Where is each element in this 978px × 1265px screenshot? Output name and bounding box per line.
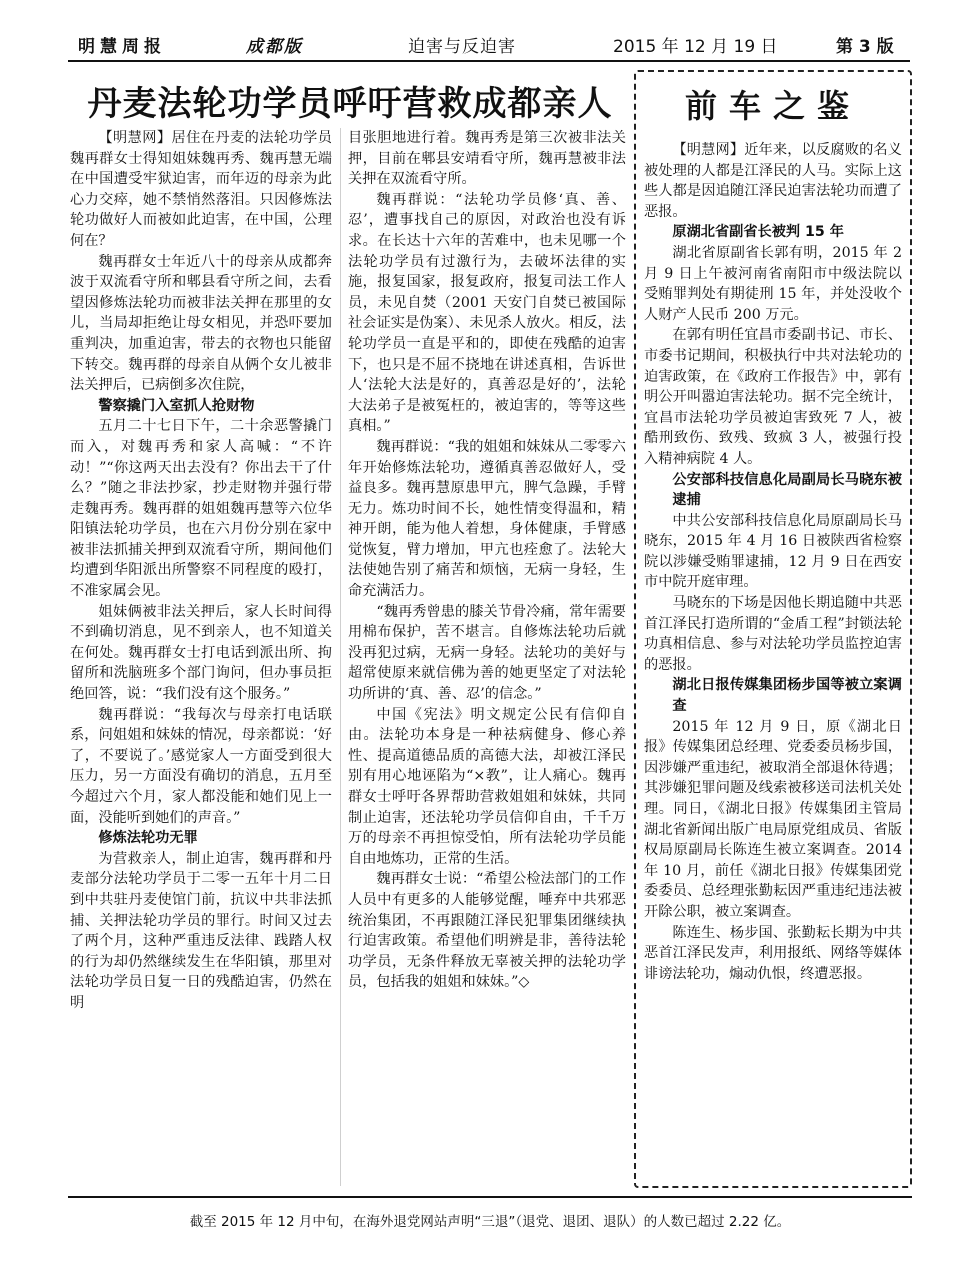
masthead xyxy=(68,26,910,62)
issue-date: 2015 年 12 月 19 日 xyxy=(613,37,778,57)
article-column-2 xyxy=(348,128,626,1188)
subheading: 湖北日报传媒集团杨步国等被立案调查 xyxy=(672,677,902,715)
paragraph: 魏再群说：“我每次与母亲打电话联系，问姐姐和妹妹的情况，母亲都说：‘好了，不要说了。’感觉家人一方面受到很大压力，另一方面没有确切的消息，五月至今超过六个月，家人都没能和她们见上一面，没能听到她们的声音。” xyxy=(70,706,332,826)
paragraph: 魏再群女士年近八十的母亲从成都奔波于双流看守所和郫县看守所之间，去看望因修炼法轮功而被非法关押在那里的女儿，当局却拒绝让母女相见，并恐吓要加重判决，加重迫害，带去的衣物也只能留下转交。魏再群的母亲自从俩个女儿被非法关押后，已病倒多次住院， xyxy=(70,253,332,394)
subheading: 警察撬门入室抓人抢财物 xyxy=(98,397,255,414)
paragraph: 魏再群说：“法轮功学员修‘真、善、忍’，遭事找自己的原因，对政治也没有诉求。在长达十六年的苦难中，也未见哪一个法轮功学员有过激行为，去破坏法律的实施，报复国家，报复政府，报复司法工作人员，未见自焚（2001 天安门自焚已被国际社会证实是伪案）、未见杀人放火。相反，法轮功学员一直是平和的，即使在残酷的迫害下，也只是不屈不挠地在讲述真相，告诉世人‘法轮大法是好的，真善忍是好的’，法轮大法弟子是被冤枉的，被迫害的，等等这些真相。” xyxy=(348,191,626,435)
subheading: 公安部科技信息化局副局长马晓东被逮捕 xyxy=(672,471,902,509)
paper-name: 明慧周报 xyxy=(78,37,166,57)
sidebar-box xyxy=(634,70,912,1188)
paragraph: 目张胆地进行着。魏再秀是第三次被非法关押，目前在郫县安靖看守所，魏再慧被非法关押在双流看守所。 xyxy=(348,130,626,188)
paragraph: “魏再秀曾患的膝关节骨冷痛，常年需要用棉布保护，苦不堪言。自修炼法轮功后就没再犯过病，无病一身轻。法轮功的美好与超常使原来就信佛为善的她更坚定了对法轮功所讲的‘真、善、忍’的信念。” xyxy=(348,603,626,703)
footer-rule xyxy=(68,1196,912,1198)
footer-note: 截至 2015 年 12 月中旬，在海外退党网站声明“三退”（退党、退团、退队）的人数已超过 2.22 亿。 xyxy=(189,1214,791,1230)
article-column-1 xyxy=(70,128,332,1188)
paragraph: 为营救亲人，制止迫害，魏再群和丹麦部分法轮功学员于二零一五年十月二日到中共驻丹麦使馆门前，抗议中共非法抓捕、关押法轮功学员的罪行。时间又过去了两个月，这种严重违反法律、践踏人权的行为却仍然继续发生在华阳镇，那里对法轮功学员日复一日的残酷迫害，仍然在明 xyxy=(70,850,332,1011)
column-divider xyxy=(340,128,341,1186)
page-number: 第 3 版 xyxy=(836,37,894,57)
paragraph: 马晓东的下场是因他长期追随中共恶首江泽民打造所谓的“金盾工程”封锁法轮功真相信息、参与对法轮功学员监控迫害的恶报。 xyxy=(644,595,902,673)
paragraph: 中共公安部科技信息化局原副局长马晓东，2015 年 4 月 16 日被陕西省检察院以涉嫌受贿罪逮捕，12 月 9 日在西安市中院开庭审理。 xyxy=(644,512,902,591)
paragraph: 姐妹俩被非法关押后，家人长时间得不到确切消息，见不到亲人，也不知道关在何处。魏再群女士打电话到派出所、拘留所和洗脑班多个部门询问，但办事员拒绝回答，说：“我们没有这个服务。” xyxy=(70,603,332,703)
paragraph: 魏再群说：“我的姐姐和妹妹从二零零六年开始修炼法轮功，遵循真善忍做好人，受益良多。魏再慧原患甲亢，脾气急躁，手臂无力。炼功时间不长，她性情变得温和，精神开朗，能为他人着想，身体健康，手臂感觉恢复，臂力增加，甲亢也痊愈了。法轮大法使她告别了痛苦和烦恼，无病一身轻，生命充满活力。 xyxy=(348,438,626,600)
subheading: 修炼法轮功无罪 xyxy=(98,830,198,847)
paragraph: 五月二十七日下午，二十余恶警撬门而入，对魏再秀和家人高喊：“不许动！”“你这两天出去没有？你出去干了什么？”随之非法抄家，抄走财物并强行带走魏再秀。魏再群的姐姐魏再慧等六位华阳镇法轮功学员，也在六月份分别在家中被非法抓捕关押到双流看守所，期间他们均遭到华阳派出所警察不同程度的殴打，不准家属会见。 xyxy=(70,418,332,600)
paragraph: 【明慧网】近年来，以反腐败的名义被处理的人都是江泽民的人马。实际上这些人都是因追随江泽民迫害法轮功而遭了恶报。 xyxy=(644,142,902,220)
article-headline: 丹麦法轮功学员呼吁营救成都亲人 xyxy=(87,84,613,124)
sidebar-title: 前车之鉴 xyxy=(684,87,861,125)
paragraph: 2015 年 12 月 9 日，原《湖北日报》传媒集团总经理、党委委员杨步国，因涉嫌严重违纪，被取消全部退休待遇；其涉嫌犯罪问题及线索被移送司法机关处理。同日，《湖北日报》传媒集团主管局湖北省新闻出版广电局原党组成员、省版权局原副局长陈连生被立案调查。2014 年 10 月，前任《湖北日报》传媒集团党委委员、总经理张勤耘因严重违纪违法被开除公职，被立案调查。 xyxy=(644,718,902,920)
paragraph: 【明慧网】居住在丹麦的法轮功学员魏再群女士得知姐妹魏再秀、魏再慧无端在中国遭受牢狱迫害，而年迈的母亲为此心力交瘁，她不禁悄然落泪。只因修炼法轮功做好人而被如此迫害，在中国，公理何在？ xyxy=(70,130,332,249)
sidebar-body xyxy=(644,140,902,984)
edition-name: 成都版 xyxy=(246,37,303,57)
subheading: 原湖北省副省长被判 15 年 xyxy=(672,224,844,241)
paragraph: 陈连生、杨步国、张勤耘长期为中共恶首江泽民发声，利用报纸、网络等媒体诽谤法轮功，煽动仇恨，终遭恶报。 xyxy=(644,924,902,982)
paragraph: 中国《宪法》明文规定公民有信仰自由。法轮功本身是一种祛病健身、修心养性、提高道德品质的高德大法，却被江泽民别有用心地诬陷为“×教”，让人痛心。魏再群女士呼吁各界帮助营救姐姐和妹妹，共同制止迫害，还法轮功学员信仰自由，千千万万的母亲不再担惊受怕，所有法轮功学员能自由地炼功，正常的生活。 xyxy=(348,706,626,867)
paragraph: 在郭有明任宜昌市委副书记、市长、市委书记期间，积极执行中共对法轮功的迫害政策，在《政府工作报告》中，郭有明公开叫嚣迫害法轮功。据不完全统计，宜昌市法轮功学员被迫害致死 7 人，被酷刑致伤、致残、致疯 3 人，被强行投入精神病院 4 人。 xyxy=(644,327,902,467)
paragraph: 湖北省原副省长郭有明，2015 年 2 月 9 日上午被河南省南阳市中级法院以受贿罪判处有期徒刑 15 年，并处没收个人财产人民币 200 万元。 xyxy=(644,244,902,323)
section-name: 迫害与反迫害 xyxy=(408,37,516,57)
paragraph: 魏再群女士说：“希望公检法部门的工作人员中有更多的人能够觉醒，唾弃中共邪恶统治集团，不再跟随江泽民犯罪集团继续执行迫害政策。希望他们明辨是非，善待法轮功学员，无条件释放无辜被关押的法轮功学员，包括我的姐姐和妹妹。”◇ xyxy=(348,871,626,991)
